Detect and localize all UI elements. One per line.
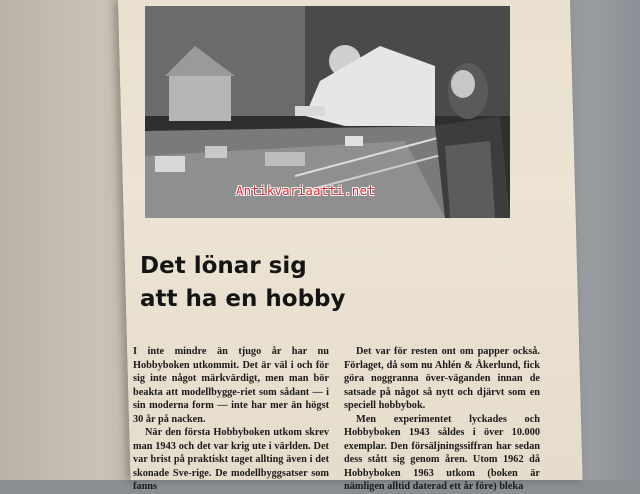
paragraph: Men experimentet lyckades och Hobbyboken 1943 såldes i över 10.000 exemplar. Den försäljningssiffran har sedan dess stått sig genom åren. Utom 1962 då Hobbyboken 1963 utkom (boken är nämligen alltid daterad ett år före) bleka [344,413,540,492]
headline-line-2: att ha en hobby [140,286,346,312]
headline-line-1: Det lönar sig [140,253,307,279]
article-column-2 [344,345,540,494]
article-column-1 [133,345,329,494]
watermark-text: Antikvariaatti.net [236,184,376,198]
article-headline [140,250,346,316]
paragraph: När den första Hobbyboken utkom skrev man 1943 och det var krig ute i världen. Det var brist på praktiskt taget allting även i det skonade Sve-rige. De modellbyggsatser som fanns [133,427,329,492]
paragraph: I inte mindre än tjugo år har nu Hobbyboken utkommit. Det är väl i och för sig inte något märkvärdigt, men man bör beakta att modellbygge-riet som sådant — i sin moderna form — inte har mer än högst 30 år på nacken. [133,346,329,425]
paragraph: Det var för resten ont om papper också. Förlaget, då som nu Ahlén & Åkerlund, fick göra noggranna över-väganden innan de satsade på något så nytt och djärvt som en speciell hobbybok. [344,346,540,411]
